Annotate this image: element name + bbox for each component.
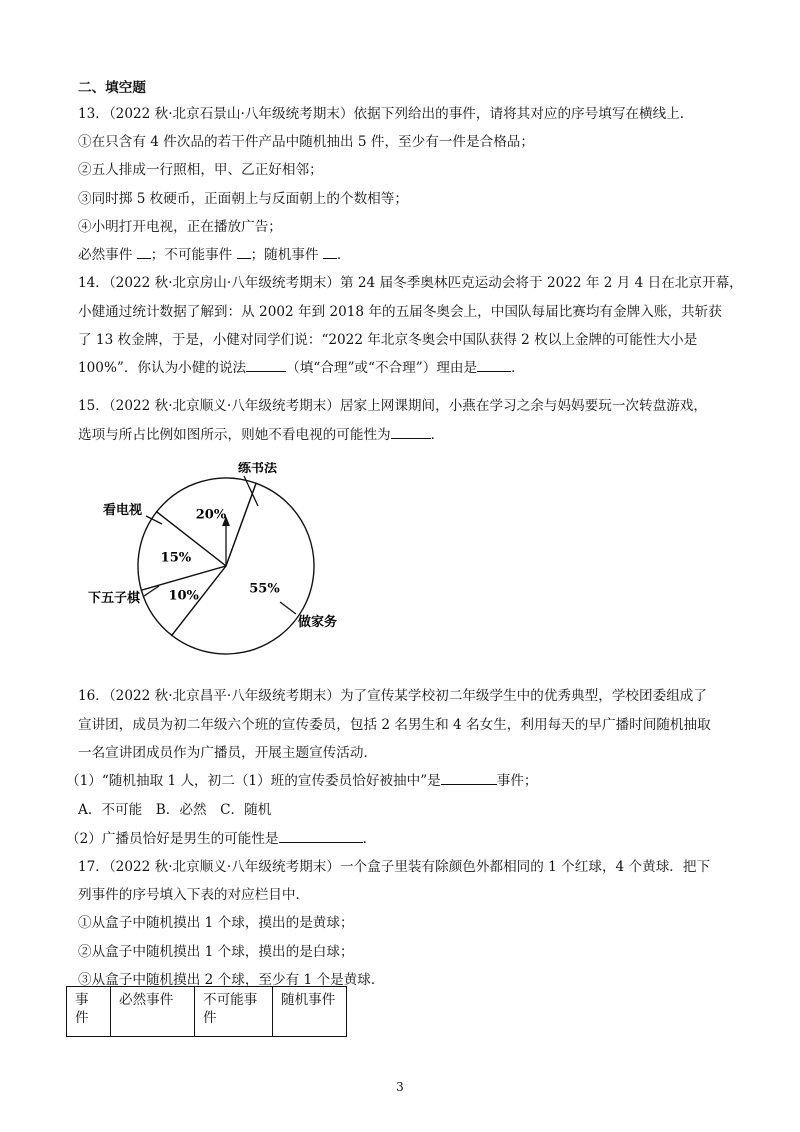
q16-line: 宣讲团，成员为初二年级六个班的宣传委员，包括 2 名男生和 4 名女生，利用每天的早广播时间随机抽取 (78, 717, 711, 733)
q13-answer-label-impossible: ；不可能事件 (150, 247, 233, 263)
pie-category-label-gomoku: 下五子棋 (87, 591, 140, 606)
q16-sub2-text: （2）广播员恰好是男生的可能性是 (66, 831, 279, 847)
q15-blank[interactable] (391, 425, 431, 439)
q16-blank-sub1[interactable] (441, 771, 497, 785)
q13-answer-line (78, 245, 350, 265)
q13-item: ①在只含有 4 件次品的若干件产品中随机抽出 5 件，至少有一件是合格品； (78, 134, 534, 150)
q16-line: 一名宣讲团成员作为广播员，开展主题宣传活动． (78, 745, 378, 761)
q13-blank-impossible[interactable] (237, 245, 251, 259)
pie-category-label-housework: 做家务 (298, 615, 338, 630)
q13-answer-label-certain: 必然事件 (78, 247, 133, 263)
table-row (67, 987, 347, 1037)
q16-sub1-text: （1）“随机抽取 1 人，初二（1）班的宣传委员恰好被抽中”是 (66, 773, 441, 789)
pie-percent-label-tv: 15% (160, 550, 192, 566)
q14-line (78, 358, 525, 378)
q15-line (78, 425, 444, 445)
q13-blank-certain[interactable] (137, 245, 151, 259)
q16-line: 16．（2022 秋·北京昌平·八年级统考期末）为了宣传某学校初二年级学生中的优秀典型，学校团委组成了 (78, 688, 707, 704)
q17-item: ①从盒子中随机摸出 1 个球，摸出的是黄球； (78, 915, 354, 931)
q13-stem: 13．（2022 秋·北京石景山·八年级统考期末）依据下列给出的事件，请将其对应的序号填写在横线上． (78, 106, 694, 122)
q13-item: ③同时掷 5 枚硬币，正面朝上与反面朝上的个数相等； (78, 191, 408, 207)
q13-answer-label-random: ；随机事件 (250, 247, 319, 263)
event-table (66, 986, 347, 1037)
pie-percent-label-calligraphy: 20% (195, 507, 227, 523)
q15-period: ． (430, 427, 445, 443)
pie-chart (60, 462, 400, 662)
q13-item: ④小明打开电视，正在播放广告； (78, 219, 282, 235)
pie-percent-label-housework: 55% (249, 581, 280, 597)
q14-line: 小健通过统计数据了解到：从 2002 年到 2018 年的五届冬奥会上，中国队每届比赛均有金牌入账，共斩获 (78, 304, 722, 320)
q17-line: 17．（2022 秋·北京顺义·八年级统考期末）一个盒子里装有除颜色外都相同的 1 个红球，4 个黄球．把下 (78, 859, 711, 875)
q13-item: ②五人排成一行照相，甲、乙正好相邻； (78, 162, 323, 178)
pie-category-label-tv: 看电视 (102, 503, 142, 518)
table-header-cell: 必然事件 (111, 987, 195, 1037)
section-title: 二、填空题 (78, 80, 146, 96)
table-header-cell: 随机事件 (273, 987, 347, 1037)
pie-category-label-calligraphy: 练书法 (238, 462, 278, 476)
q15-text: 选项与所占比例如图所示，则她不看电视的可能性为 (78, 427, 391, 443)
pie-percent-label-gomoku: 10% (168, 588, 199, 604)
q13-period: ． (336, 247, 351, 263)
q16-sub2 (66, 829, 376, 849)
q16-blank-sub2[interactable] (279, 829, 363, 843)
q14-blank-reason[interactable] (477, 358, 511, 372)
q17-line: 列事件的序号填入下表的对应栏目中． (78, 887, 310, 903)
q14-line: 14．（2022 秋·北京房山·八年级统考期末）第 24 届冬季奥林匹克运动会将于 2022 年 2 月 4 日在北京开幕， (78, 275, 743, 291)
q14-text: （填“合理”或“不合理”）理由是 (286, 360, 478, 376)
q14-blank-judgement[interactable] (246, 358, 286, 372)
q17-item: ②从盒子中随机摸出 1 个球，摸出的是白球； (78, 944, 354, 960)
q16-options: A．不可能 B．必然 C．随机 (78, 802, 272, 818)
q17-item: ③从盒子中随机摸出 2 个球，至少有 1 个是黄球． (78, 972, 385, 988)
q14-text: 100%”．你认为小健的说法 (78, 360, 247, 376)
q16-sub1 (66, 771, 538, 791)
q14-period: ． (511, 360, 525, 376)
q13-blank-random[interactable] (323, 245, 337, 259)
q16-sub1-end: 事件； (496, 773, 538, 789)
table-header-cell: 不可能事件 (195, 987, 273, 1037)
q14-line: 了 13 枚金牌，于是，小健对同学们说：“2022 年北京冬奥会中国队获得 2 枚以上金牌的可能性大小是 (78, 332, 698, 348)
q16-sub2-end: ． (362, 831, 377, 847)
page-number: 3 (396, 1080, 404, 1094)
table-header-cell: 事件 (67, 987, 111, 1037)
q15-line: 15．（2022 秋·北京顺义·八年级统考期末）居家上网课期间，小燕在学习之余与妈妈要玩一次转盘游戏， (78, 398, 707, 414)
